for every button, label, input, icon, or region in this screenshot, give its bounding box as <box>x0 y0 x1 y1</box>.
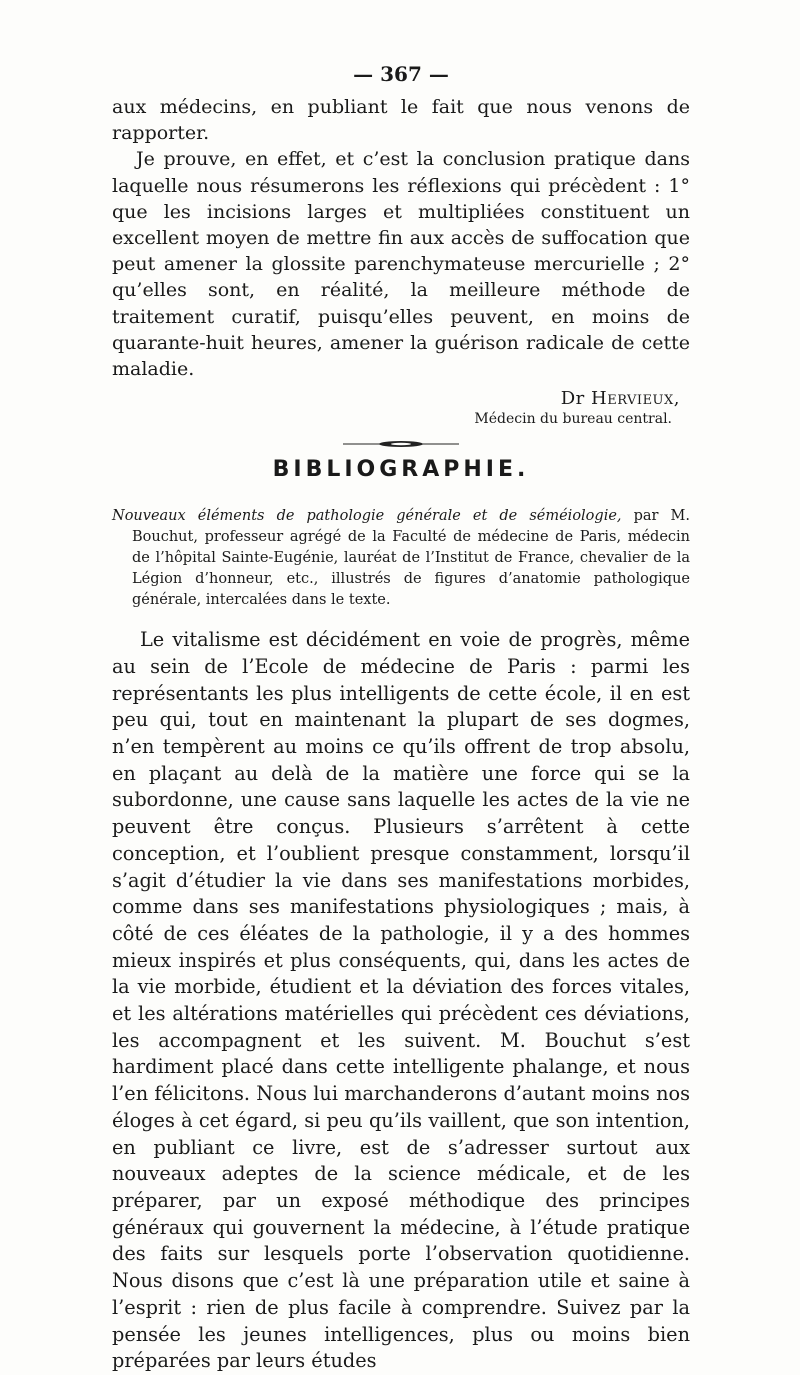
section-title: BIBLIOGRAPHIE. <box>272 457 530 483</box>
ornament-divider <box>112 439 690 449</box>
page-number: — 367 — <box>353 62 449 86</box>
intro-paragraph: Je prouve, en effet, et c’est la conclusion pratique dans laquelle nous résumerons les réflexions qui précèdent : 1° que les incisions larges et multipliées constituent un excellent moyen de mettre fin aux accès de suffocation que peut amener la glossite parenchymateuse mercurielle ; 2° qu’elles sont, en réalité, la meilleure méthode de traitement curatif, puisqu’elles peuvent, en moins de quarante-huit heures, amener la guérison radicale de cette maladie. <box>112 148 690 381</box>
signature-role: Médecin du bureau central. <box>474 411 672 428</box>
signature-name <box>112 388 690 409</box>
review-paragraph: Le vitalisme est décidément en voie de progrès, même au sein de l’Ecole de médecine de Paris : parmi les représentants les plus intelligents de cette école, il en est peu qui, tout en maintenant la plupart de ses dogmes, n’en tempèrent au moins ce qu’ils offrent de trop absolu, en plaçant au delà de la matière une force qui se la subordonne, une cause sans laquelle les actes de la vie ne peuvent être conçus. Plusieurs s’arrêtent à cette conception, et l’oublient presque constamment, lorsqu’il s’agit d’étudier la vie dans ses manifestations morbides, comme dans ses manifestations physiologiques ; mais, à côté de ces éléates de la pathologie, il y a des hommes mieux inspirés et plus conséquents, qui, dans les actes de la vie morbide, étudient et la déviation des forces vitales, et les altérations matérielles qui précèdent ces déviations, les accompagnent et les suivent. M. Bouchut s’est hardiment placé dans cette intelligente phalange, et nous l’en félicitons. Nous lui marchanderons d’autant moins nos éloges à cet égard, si peu qu’ils vaillent, que son intention, en publiant ce livre, est de s’adresser surtout aux nouveaux adeptes de la science médicale, et de les préparer, par un exposé méthodique des principes généraux qui gouvernent la médecine, à l’étude pratique des faits sur lesquels porte l’observation quotidienne. Nous disons que c’est là une préparation utile et saine à l’esprit : rien de plus facile à comprendre. Suivez par la pensée les jeunes intelligences, plus ou moins bien préparées par leurs études <box>112 628 690 1373</box>
signature-surname: Hervieux, <box>591 388 680 410</box>
bibliography-title: Nouveaux éléments de pathologie générale et de séméiologie, <box>112 508 622 525</box>
ornament-rule-icon <box>341 439 461 449</box>
book-page <box>112 62 690 1375</box>
intro-line: aux médecins, en publiant le fait que nous venons de rapporter. <box>112 96 690 145</box>
signature-prefix: Dr <box>560 388 585 410</box>
bibliography-details: par M. Bouchut, professeur agrégé de la Faculté de médecine de Paris, médecin de l’hôpital Sainte-Eugénie, lauréat de l’Institut de France, chevalier de la Légion d’honneur, etc., illustrés de figures d’anatomie pathologique générale, intercalées dans le texte. <box>132 508 690 609</box>
bibliography-entry <box>112 506 690 611</box>
